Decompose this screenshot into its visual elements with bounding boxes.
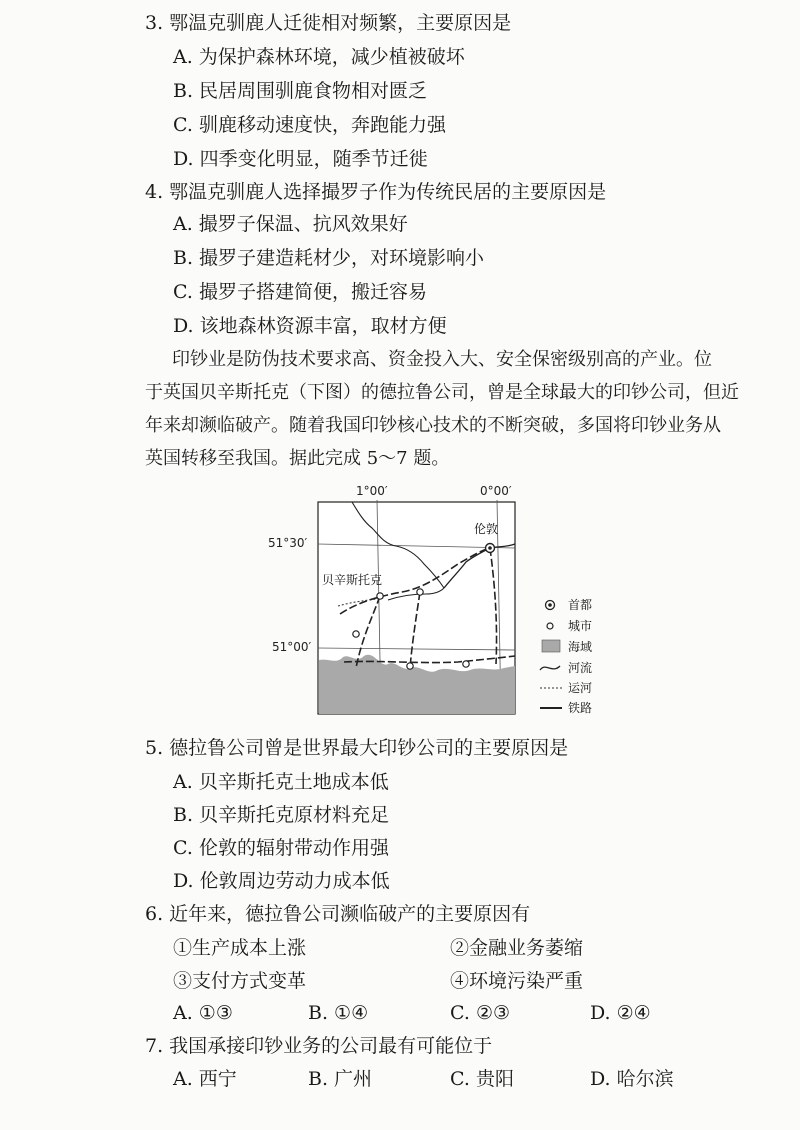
passage-line-2: 于英国贝辛斯托克（下图）的德拉鲁公司，曾是全球最大的印钞公司，但近 [145, 382, 739, 403]
question-6-option-c: C. ②③ [450, 1002, 511, 1024]
question-7-stem: 7. 我国承接印钞业务的公司最有可能位于 [145, 1035, 493, 1057]
question-4-option-b: B. 撮罗子建造耗材少，对环境影响小 [173, 247, 485, 269]
question-6-item-1: ①生产成本上涨 [173, 937, 307, 959]
legend-capital-label: 首都 [568, 598, 593, 612]
legend-canal-label: 运河 [568, 681, 593, 695]
question-6-item-2: ②金融业务萎缩 [450, 937, 584, 959]
passage-line-4: 英国转移至我国。据此完成 5～7 题。 [145, 448, 450, 469]
basingstoke-city-dot [377, 593, 383, 599]
basingstoke-label: 贝辛斯托克 [322, 573, 383, 587]
question-5-option-b: B. 贝辛斯托克原材料充足 [173, 804, 390, 826]
lat-label-5100: 51°00′ [272, 640, 312, 654]
basingstoke-map [268, 478, 618, 723]
question-6-item-3: ③支付方式变革 [173, 970, 307, 992]
question-3-option-c: C. 驯鹿移动速度快，奔跑能力强 [173, 114, 446, 136]
london-label: 伦敦 [474, 522, 499, 536]
legend-railway-label: 铁路 [568, 701, 593, 715]
city-dot [463, 661, 469, 667]
london-capital-dot [488, 546, 492, 550]
passage-line-3: 年来却濒临破产。随着我国印钞核心技术的不断突破，多国将印钞业务从 [145, 415, 721, 436]
question-6-item-4: ④环境污染严重 [450, 970, 584, 992]
city-dot [417, 589, 423, 595]
question-5-option-d: D. 伦敦周边劳动力成本低 [173, 870, 390, 892]
legend-city-label: 城市 [568, 619, 593, 633]
legend-river-label: 河流 [568, 661, 593, 675]
question-4-option-d: D. 该地森林资源丰富，取材方便 [173, 315, 447, 337]
legend-city-symbol [547, 623, 553, 629]
question-4-option-c: C. 撮罗子搭建简便，搬迁容易 [173, 281, 427, 303]
question-6-option-a: A. ①③ [173, 1002, 233, 1024]
question-3-option-b: B. 民居周围驯鹿食物相对匮乏 [173, 80, 428, 102]
legend-sea-label: 海域 [568, 640, 593, 654]
question-4-stem: 4. 鄂温克驯鹿人选择撮罗子作为传统民居的主要原因是 [145, 181, 607, 203]
question-7-option-c: C. 贵阳 [450, 1068, 514, 1090]
question-7-option-d: D. 哈尔滨 [590, 1068, 674, 1090]
lat-label-5130: 51°30′ [268, 536, 308, 550]
question-5-option-c: C. 伦敦的辐射带动作用强 [173, 837, 389, 859]
city-dot [407, 663, 413, 669]
question-6-stem: 6. 近年来，德拉鲁公司濒临破产的主要原因有 [145, 903, 531, 925]
question-3-stem: 3. 鄂温克驯鹿人迁徙相对频繁，主要原因是 [145, 12, 512, 34]
question-3-option-a: A. 为保护森林环境，减少植被破坏 [173, 46, 465, 68]
question-7-option-a: A. 西宁 [173, 1068, 237, 1090]
city-dot [353, 631, 359, 637]
passage-line-1: 印钞业是防伪技术要求高、资金投入大、安全保密级别高的产业。位 [172, 349, 712, 370]
lon-label-1deg: 1°00′ [356, 484, 388, 498]
question-5-option-a: A. 贝辛斯托克土地成本低 [173, 771, 389, 793]
map-legend [540, 597, 592, 715]
question-6-option-d: D. ②④ [590, 1002, 651, 1024]
question-7-option-b: B. 广州 [308, 1068, 373, 1090]
question-5-stem: 5. 德拉鲁公司曾是世界最大印钞公司的主要原因是 [145, 737, 569, 759]
lon-label-0deg: 0°00′ [480, 484, 512, 498]
question-6-option-b: B. ①④ [308, 1002, 369, 1024]
question-4-option-a: A. 撮罗子保温、抗风效果好 [173, 213, 408, 235]
question-3-option-d: D. 四季变化明显，随季节迁徙 [173, 148, 428, 170]
legend-sea-symbol [542, 640, 560, 652]
legend-capital-dot [548, 603, 552, 607]
legend-river-symbol [540, 666, 560, 670]
